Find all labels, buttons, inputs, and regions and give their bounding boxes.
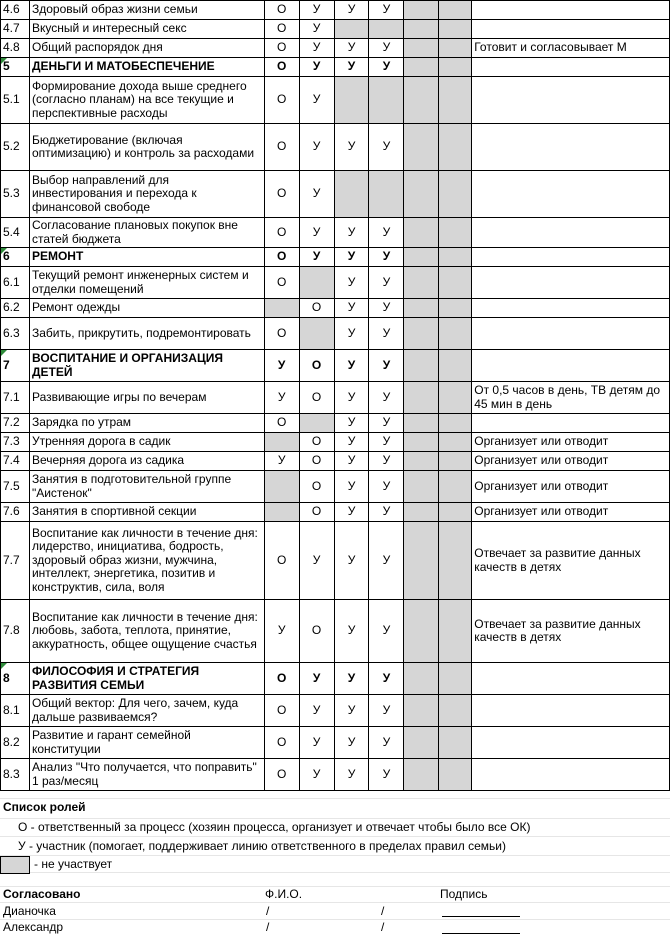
- role-mark-4: У: [369, 318, 404, 350]
- table-row: [1, 503, 670, 522]
- role-mark-3: У: [334, 318, 369, 350]
- role-mark-4: У: [369, 695, 404, 727]
- empty-gray-cell: [439, 299, 472, 318]
- role-mark-4: [369, 20, 404, 39]
- role-mark-4: У: [369, 600, 404, 663]
- empty-gray-cell: [439, 727, 472, 759]
- empty-gray-cell: [439, 382, 472, 414]
- role-mark-1: О: [264, 20, 299, 39]
- role-mark-2: О: [299, 299, 334, 318]
- role-mark-2: У: [299, 522, 334, 600]
- role-mark-3: [334, 77, 369, 124]
- row-note: От 0,5 часов в день, ТВ детям до 45 мин в день: [472, 382, 670, 414]
- empty-gray-cell: [404, 471, 439, 503]
- empty-gray-cell: [404, 58, 439, 77]
- row-number: 5.2: [1, 124, 30, 171]
- role-mark-4: У: [369, 39, 404, 58]
- empty-gray-cell: [404, 663, 439, 695]
- role-mark-4: У: [369, 503, 404, 522]
- row-note: [472, 124, 670, 171]
- role-mark-2: У: [299, 39, 334, 58]
- role-mark-4: У: [369, 382, 404, 414]
- row-task: Воспитание как личности в течение дня: лидерство, инициатива, бодрость, здоровый образ жизни, мужчина, интеллект, энергетика, позитив и конструктив, сила, воля: [29, 522, 264, 600]
- table-row: [1, 471, 670, 503]
- role-mark-4: У: [369, 522, 404, 600]
- empty-gray-cell: [404, 39, 439, 58]
- role-mark-4: У: [369, 433, 404, 452]
- role-mark-3: У: [334, 299, 369, 318]
- row-number: 5.1: [1, 77, 30, 124]
- table-row: [1, 299, 670, 318]
- row-number: 6.1: [1, 267, 30, 299]
- row-task: Воспитание как личности в течение дня: любовь, забота, теплота, принятие, аккуратность, общее ощущение счастья: [29, 600, 264, 663]
- role-mark-2: [299, 414, 334, 433]
- table-row: [1, 452, 670, 471]
- row-note: [472, 318, 670, 350]
- role-mark-3: У: [334, 382, 369, 414]
- role-mark-4: У: [369, 267, 404, 299]
- row-note: [472, 414, 670, 433]
- empty-gray-cell: [439, 433, 472, 452]
- table-row: [1, 124, 670, 171]
- role-mark-3: У: [334, 1, 369, 20]
- table-row: [1, 695, 670, 727]
- person-alexandr: Александр: [3, 920, 64, 934]
- row-task: Формирование дохода выше среднего (согласно планам) на все текущие и перспективные расходы: [29, 77, 264, 124]
- role-mark-2: У: [299, 124, 334, 171]
- role-mark-1: [264, 471, 299, 503]
- table-row: [1, 218, 670, 248]
- empty-gray-cell: [439, 267, 472, 299]
- row-task: Бюджетирование (включая оптимизацию) и контроль за расходами: [29, 124, 264, 171]
- role-mark-2: У: [299, 58, 334, 77]
- table-row: [1, 20, 670, 39]
- row-note: Готовит и согласовывает М: [472, 39, 670, 58]
- role-mark-2: О: [299, 452, 334, 471]
- empty-gray-cell: [404, 382, 439, 414]
- row-task: Общий распорядок дня: [29, 39, 264, 58]
- empty-gray-cell: [439, 77, 472, 124]
- role-mark-2: У: [299, 695, 334, 727]
- role-mark-3: [334, 20, 369, 39]
- role-mark-3: [334, 171, 369, 218]
- role-mark-3: У: [334, 759, 369, 791]
- role-mark-4: У: [369, 299, 404, 318]
- role-mark-4: У: [369, 350, 404, 382]
- empty-gray-cell: [439, 600, 472, 663]
- fio-label: Ф.И.О.: [265, 887, 303, 901]
- row-number: 7.7: [1, 522, 30, 600]
- row-note: [472, 727, 670, 759]
- empty-gray-cell: [404, 433, 439, 452]
- role-mark-4: У: [369, 124, 404, 171]
- role-mark-3: У: [334, 248, 369, 267]
- empty-gray-cell: [404, 727, 439, 759]
- row-task: Здоровый образ жизни семьи: [29, 1, 264, 20]
- role-mark-4: У: [369, 414, 404, 433]
- role-mark-2: У: [299, 1, 334, 20]
- person-dianochka: Дианочка: [3, 904, 56, 918]
- role-mark-2: [299, 318, 334, 350]
- role-mark-3: У: [334, 39, 369, 58]
- role-mark-1: У: [264, 350, 299, 382]
- row-number: 7.6: [1, 503, 30, 522]
- table-row: [1, 267, 670, 299]
- role-mark-4: У: [369, 1, 404, 20]
- empty-gray-cell: [439, 503, 472, 522]
- role-mark-4: У: [369, 218, 404, 248]
- role-mark-4: У: [369, 759, 404, 791]
- empty-gray-cell: [439, 318, 472, 350]
- role-mark-4: У: [369, 471, 404, 503]
- role-mark-2: У: [299, 759, 334, 791]
- table-row: [1, 600, 670, 663]
- role-mark-3: У: [334, 124, 369, 171]
- row-number: 7.4: [1, 452, 30, 471]
- empty-gray-cell: [404, 267, 439, 299]
- row-task: Ремонт одежды: [29, 299, 264, 318]
- table-row: [1, 727, 670, 759]
- row-number: 8: [1, 663, 30, 695]
- empty-gray-cell: [439, 522, 472, 600]
- row-note: [472, 663, 670, 695]
- row-task: ФИЛОСОФИЯ И СТРАТЕГИЯ РАЗВИТИЯ СЕМЬИ: [29, 663, 264, 695]
- row-task: Вечерняя дорога из садика: [29, 452, 264, 471]
- table-row: [1, 1, 670, 20]
- table-row: [1, 522, 670, 600]
- row-task: Занятия в спортивной секции: [29, 503, 264, 522]
- row-task: Развитие и гарант семейной конституции: [29, 727, 264, 759]
- role-mark-2: У: [299, 218, 334, 248]
- row-number: 6.2: [1, 299, 30, 318]
- empty-gray-cell: [404, 20, 439, 39]
- empty-gray-cell: [404, 600, 439, 663]
- role-mark-3: У: [334, 452, 369, 471]
- row-note: Организует или отводит: [472, 452, 670, 471]
- row-number: 8.3: [1, 759, 30, 791]
- table-row: [1, 414, 670, 433]
- empty-gray-cell: [439, 124, 472, 171]
- empty-gray-cell: [404, 522, 439, 600]
- row-task: Общий вектор: Для чего, зачем, куда дальше развиваемся?: [29, 695, 264, 727]
- role-mark-2: У: [299, 727, 334, 759]
- row-task: Согласование плановых покупок вне статей бюджета: [29, 218, 264, 248]
- role-mark-2: О: [299, 433, 334, 452]
- role-mark-2: О: [299, 382, 334, 414]
- row-number: 4.7: [1, 20, 30, 39]
- role-mark-1: [264, 299, 299, 318]
- row-note: [472, 248, 670, 267]
- row-number: 6.3: [1, 318, 30, 350]
- role-mark-1: О: [264, 77, 299, 124]
- section-row: [1, 663, 670, 695]
- role-mark-1: О: [264, 124, 299, 171]
- empty-gray-cell: [404, 503, 439, 522]
- empty-gray-cell: [439, 39, 472, 58]
- empty-gray-cell: [439, 20, 472, 39]
- row-note: [472, 759, 670, 791]
- role-mark-3: У: [334, 503, 369, 522]
- table-row: [1, 77, 670, 124]
- role-mark-2: [299, 267, 334, 299]
- role-mark-1: У: [264, 600, 299, 663]
- empty-gray-cell: [404, 452, 439, 471]
- role-mark-1: О: [264, 318, 299, 350]
- role-mark-3: У: [334, 58, 369, 77]
- empty-gray-cell: [439, 350, 472, 382]
- signature-line-2: [442, 933, 520, 934]
- empty-gray-cell: [439, 58, 472, 77]
- empty-gray-cell: [404, 350, 439, 382]
- row-note: [472, 1, 670, 20]
- role-o-description: О - ответственный за процесс (хозяин процесса, организует и отвечает чтобы было все ОК): [18, 820, 531, 834]
- role-mark-1: О: [264, 39, 299, 58]
- role-none-description: - не участвует: [34, 857, 113, 871]
- fio-slash-2b: /: [381, 920, 385, 934]
- row-note: Организует или отводит: [472, 471, 670, 503]
- signature-line-1: [442, 916, 520, 917]
- fio-slash-2a: /: [266, 920, 270, 934]
- row-number: 4.8: [1, 39, 30, 58]
- role-mark-1: О: [264, 522, 299, 600]
- empty-gray-cell: [404, 124, 439, 171]
- row-note: [472, 218, 670, 248]
- role-mark-4: У: [369, 58, 404, 77]
- row-number: 7: [1, 350, 30, 382]
- empty-gray-cell: [439, 218, 472, 248]
- table-row: [1, 759, 670, 791]
- role-mark-2: У: [299, 663, 334, 695]
- row-task: Забить, прикрутить, подремонтировать: [29, 318, 264, 350]
- table-row: [1, 382, 670, 414]
- role-mark-1: О: [264, 695, 299, 727]
- role-mark-4: [369, 77, 404, 124]
- approval-title: Согласовано: [3, 887, 81, 901]
- role-mark-2: У: [299, 171, 334, 218]
- role-mark-4: У: [369, 663, 404, 695]
- table-row: [1, 433, 670, 452]
- row-note: Отвечает за развитие данных качеств в детях: [472, 522, 670, 600]
- role-mark-2: О: [299, 600, 334, 663]
- role-mark-2: У: [299, 20, 334, 39]
- row-number: 7.5: [1, 471, 30, 503]
- empty-gray-cell: [404, 77, 439, 124]
- table-row: [1, 39, 670, 58]
- empty-gray-cell: [439, 1, 472, 20]
- role-mark-3: У: [334, 522, 369, 600]
- row-note: [472, 299, 670, 318]
- role-mark-1: О: [264, 727, 299, 759]
- row-number: 5.4: [1, 218, 30, 248]
- role-mark-3: У: [334, 471, 369, 503]
- role-mark-3: У: [334, 727, 369, 759]
- row-note: Отвечает за развитие данных качеств в детях: [472, 600, 670, 663]
- empty-gray-cell: [404, 299, 439, 318]
- role-mark-1: У: [264, 382, 299, 414]
- row-number: 5.3: [1, 171, 30, 218]
- role-mark-1: [264, 503, 299, 522]
- row-number: 6: [1, 248, 30, 267]
- row-task: ВОСПИТАНИЕ И ОРГАНИЗАЦИЯ ДЕТЕЙ: [29, 350, 264, 382]
- role-mark-3: У: [334, 218, 369, 248]
- empty-gray-cell: [439, 759, 472, 791]
- role-mark-4: [369, 171, 404, 218]
- empty-gray-cell: [404, 318, 439, 350]
- row-task: Зарядка по утрам: [29, 414, 264, 433]
- table-row: [1, 318, 670, 350]
- signature-label: Подпись: [440, 887, 488, 901]
- row-task: Текущий ремонт инженерных систем и отделки помещений: [29, 267, 264, 299]
- row-note: [472, 171, 670, 218]
- role-mark-2: О: [299, 471, 334, 503]
- role-mark-4: У: [369, 727, 404, 759]
- role-mark-2: О: [299, 350, 334, 382]
- role-mark-1: О: [264, 267, 299, 299]
- role-mark-1: О: [264, 248, 299, 267]
- row-task: Развивающие игры по вечерам: [29, 382, 264, 414]
- empty-gray-cell: [404, 248, 439, 267]
- role-mark-1: У: [264, 452, 299, 471]
- section-row: [1, 58, 670, 77]
- roles-title: Список ролей: [3, 800, 86, 814]
- empty-gray-cell: [404, 171, 439, 218]
- row-number: 8.2: [1, 727, 30, 759]
- empty-gray-cell: [439, 452, 472, 471]
- empty-gray-cell: [404, 695, 439, 727]
- row-number: 7.2: [1, 414, 30, 433]
- role-mark-3: У: [334, 267, 369, 299]
- row-task: Занятия в подготовительной группе "Аистенок": [29, 471, 264, 503]
- section-row: [1, 248, 670, 267]
- empty-gray-cell: [439, 695, 472, 727]
- role-mark-1: О: [264, 218, 299, 248]
- role-mark-1: О: [264, 1, 299, 20]
- empty-gray-cell: [404, 218, 439, 248]
- fio-slash-1b: /: [381, 904, 385, 918]
- row-number: 4.6: [1, 1, 30, 20]
- role-mark-3: У: [334, 414, 369, 433]
- role-mark-4: У: [369, 248, 404, 267]
- role-mark-3: У: [334, 600, 369, 663]
- role-mark-3: У: [334, 663, 369, 695]
- role-mark-2: У: [299, 248, 334, 267]
- row-task: РЕМОНТ: [29, 248, 264, 267]
- role-mark-1: [264, 433, 299, 452]
- section-row: [1, 350, 670, 382]
- role-u-description: У - участник (помогает, поддерживает линию ответственного в пределах правил семьи): [18, 839, 506, 853]
- role-mark-2: О: [299, 503, 334, 522]
- empty-gray-cell: [439, 663, 472, 695]
- role-mark-1: О: [264, 663, 299, 695]
- role-mark-3: У: [334, 695, 369, 727]
- row-note: [472, 350, 670, 382]
- empty-gray-cell: [439, 171, 472, 218]
- row-number: 7.8: [1, 600, 30, 663]
- empty-gray-cell: [439, 248, 472, 267]
- row-task: ДЕНЬГИ И МАТОБЕСПЕЧЕНИЕ: [29, 58, 264, 77]
- table-row: [1, 171, 670, 218]
- row-task: Утренняя дорога в садик: [29, 433, 264, 452]
- row-note: [472, 77, 670, 124]
- role-mark-2: У: [299, 77, 334, 124]
- not-participating-swatch: [0, 856, 30, 874]
- row-task: Анализ "Что получается, что поправить" 1 раз/месяц: [29, 759, 264, 791]
- row-number: 8.1: [1, 695, 30, 727]
- role-mark-1: О: [264, 414, 299, 433]
- role-mark-4: У: [369, 452, 404, 471]
- row-note: [472, 20, 670, 39]
- row-task: Вкусный и интересный секс: [29, 20, 264, 39]
- role-mark-3: У: [334, 433, 369, 452]
- row-number: 7.3: [1, 433, 30, 452]
- empty-gray-cell: [404, 414, 439, 433]
- fio-slash-1a: /: [266, 904, 270, 918]
- role-mark-1: О: [264, 759, 299, 791]
- row-note: [472, 695, 670, 727]
- row-note: Организует или отводит: [472, 433, 670, 452]
- role-mark-3: У: [334, 350, 369, 382]
- row-number: 5: [1, 58, 30, 77]
- row-note: [472, 267, 670, 299]
- role-mark-1: О: [264, 171, 299, 218]
- row-task: Выбор направлений для инвестирования и перехода к финансовой свободе: [29, 171, 264, 218]
- row-number: 7.1: [1, 382, 30, 414]
- empty-gray-cell: [439, 471, 472, 503]
- row-note: [472, 58, 670, 77]
- empty-gray-cell: [404, 759, 439, 791]
- role-mark-1: О: [264, 58, 299, 77]
- roles-table-body: [1, 1, 670, 791]
- empty-gray-cell: [439, 414, 472, 433]
- empty-gray-cell: [404, 1, 439, 20]
- row-note: Организует или отводит: [472, 503, 670, 522]
